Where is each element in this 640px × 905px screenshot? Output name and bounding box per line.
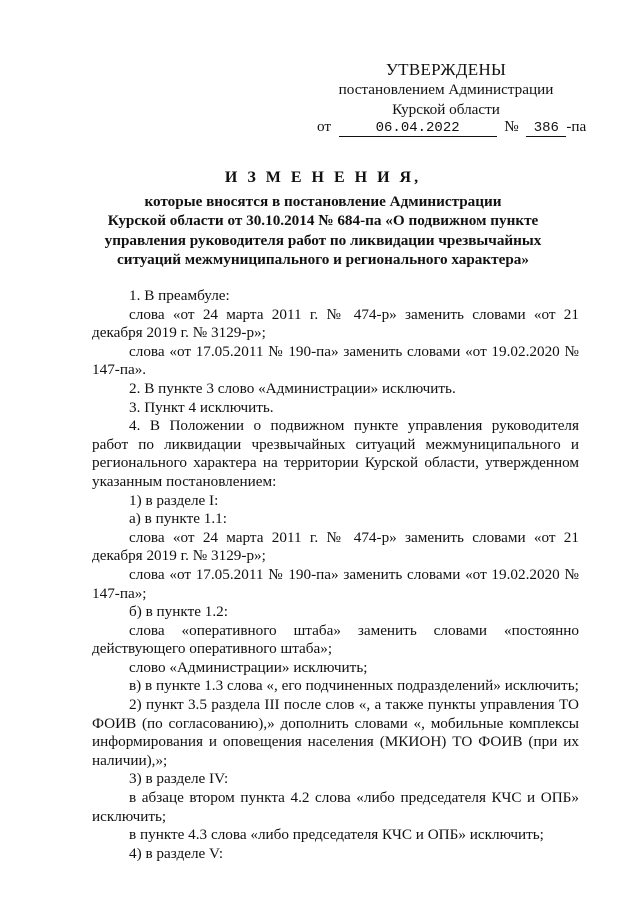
title-line-2: которые вносятся в постановление Администрации — [144, 192, 502, 210]
paragraph: в абзаце втором пункта 4.2 слова «либо председателя КЧС и ОПБ» исключить; — [92, 789, 579, 825]
title-line-4: управления руководителя работ по ликвидации чрезвычайных — [104, 231, 542, 249]
number-suffix: -па — [566, 118, 587, 135]
paragraph: слова «от 17.05.2011 № 190-па» заменить словами «от 19.02.2020 № 147-па». — [92, 342, 579, 379]
paragraph: в) в пункте 1.3 слова «, его подчиненных подразделений» исключить; — [129, 677, 579, 695]
title-line-5: ситуаций межмуниципального и регионального характера» — [117, 251, 529, 268]
approval-stamp — [300, 60, 592, 120]
document-title — [88, 168, 558, 270]
approval-date-line — [317, 117, 586, 137]
approval-line-1: постановлением Администрации — [338, 81, 554, 98]
paragraph: 2) пункт 3.5 раздела III после слов «, а также пункты управления ТО ФОИВ (по согласованию),» дополнить словами «, мобильные комплексы информирования и оповещения населения (МКИОН) ТО ФОИВ (при их наличии),»; — [92, 696, 579, 769]
paragraph: слова «от 17.05.2011 № 190-па» заменить словами «от 19.02.2020 № 147-па»; — [92, 565, 579, 602]
paragraph: слова «от 24 марта 2011 г. № 474-р» заменить словами «от 21 декабря 2019 г. № 3129-р»; — [92, 305, 579, 342]
approval-heading: УТВЕРЖДЕНЫ — [385, 60, 507, 79]
title-line-3: Курской области от 30.10.2014 № 684-па «О подвижном пункте — [107, 212, 539, 229]
paragraph: в пункте 4.3 слова «либо председателя КЧС и ОПБ» исключить; — [129, 826, 544, 844]
paragraph: слова «оперативного штаба» заменить словами «постоянно действующего оперативного штаба»; — [92, 621, 579, 658]
title-line-1: И З М Е Н Е Н И Я, — [224, 169, 422, 186]
paragraph: 4) в разделе V: — [129, 844, 224, 862]
document-body — [92, 287, 579, 863]
paragraph: 3) в разделе IV: — [129, 770, 229, 788]
paragraph: 4. В Положении о подвижном пункте управления руководителя работ по ликвидации чрезвычайных ситуаций межмуниципального и регионального характера на территории Курской области, утвержденном указанным постановлением: — [92, 417, 579, 490]
paragraph: 3. Пункт 4 исключить. — [129, 398, 274, 416]
from-label: от — [317, 118, 332, 135]
approval-line-2: Курской области — [392, 101, 500, 118]
paragraph: слова «от 24 марта 2011 г. № 474-р» заменить словами «от 21 декабря 2019 г. № 3129-р»; — [92, 528, 579, 565]
number-label: № — [504, 118, 519, 135]
approval-number: 386 — [526, 120, 566, 137]
approval-date: 06.04.2022 — [339, 120, 497, 137]
paragraph: слово «Администрации» исключить; — [129, 658, 368, 676]
paragraph: а) в пункте 1.1: — [129, 510, 227, 528]
paragraph: 1. В преамбуле: — [129, 287, 230, 304]
paragraph: б) в пункте 1.2: — [129, 603, 228, 621]
paragraph: 1) в разделе I: — [129, 491, 219, 509]
paragraph: 2. В пункте 3 слово «Администрации» исключить. — [129, 379, 456, 397]
